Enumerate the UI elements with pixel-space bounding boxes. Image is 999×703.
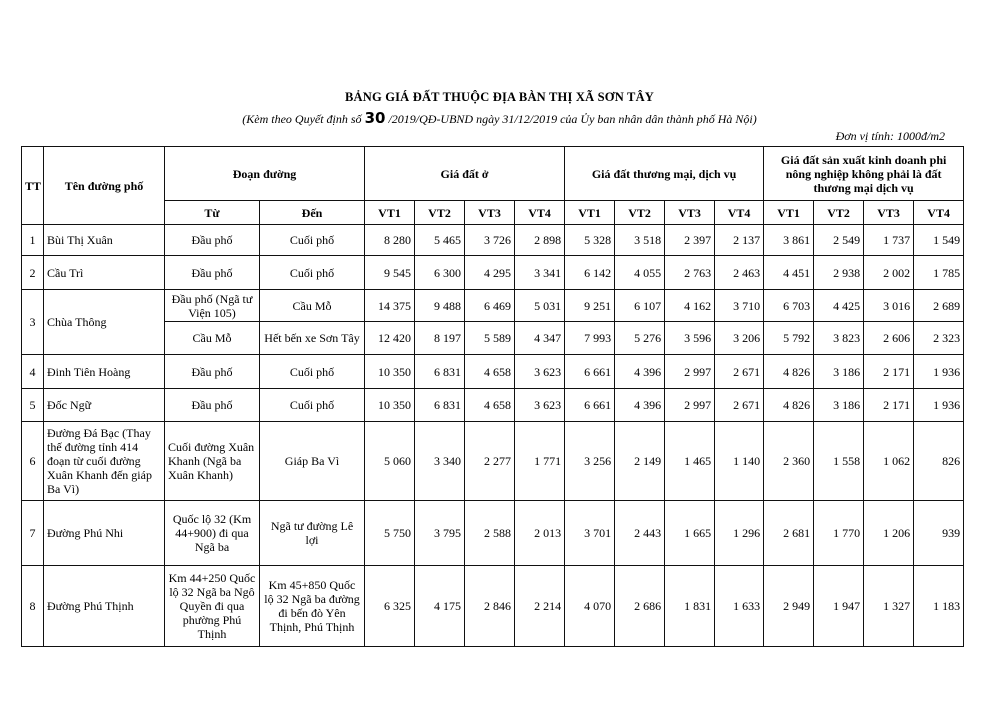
- cell-price: 14 375: [365, 290, 415, 322]
- cell-price: 2 013: [515, 501, 565, 566]
- cell-tt: 6: [22, 422, 44, 501]
- cell-street: Bùi Thị Xuân: [44, 225, 165, 256]
- cell-from: Km 44+250 Quốc lộ 32 Ngã ba Ngô Quyền đi qua phường Phú Thịnh: [165, 566, 260, 647]
- cell-price: 6 325: [365, 566, 415, 647]
- cell-price: 3 726: [465, 225, 515, 256]
- cell-price: 939: [914, 501, 964, 566]
- header-vt2: VT2: [814, 201, 864, 225]
- cell-price: 6 661: [565, 355, 615, 389]
- cell-price: 2 689: [914, 290, 964, 322]
- cell-price: 3 596: [665, 322, 715, 355]
- cell-price: 1 785: [914, 256, 964, 290]
- cell-price: 3 823: [814, 322, 864, 355]
- cell-price: 3 206: [715, 322, 764, 355]
- header-to: Đến: [260, 201, 365, 225]
- cell-from: Đầu phố: [165, 225, 260, 256]
- cell-tt: 1: [22, 225, 44, 256]
- header-from: Từ: [165, 201, 260, 225]
- cell-price: 1 737: [864, 225, 914, 256]
- cell-to: Cuối phố: [260, 389, 365, 422]
- cell-to: Giáp Ba Vì: [260, 422, 365, 501]
- cell-price: 2 898: [515, 225, 565, 256]
- cell-from: Đầu phố (Ngã tư Viện 105): [165, 290, 260, 322]
- cell-price: 3 623: [515, 389, 565, 422]
- cell-from: Quốc lộ 32 (Km 44+900) đi qua Ngã ba: [165, 501, 260, 566]
- cell-price: 4 826: [764, 355, 814, 389]
- land-price-table: [21, 146, 964, 647]
- cell-price: 6 831: [415, 355, 465, 389]
- cell-price: 4 070: [565, 566, 615, 647]
- header-street: Tên đường phố: [44, 147, 165, 225]
- cell-street: Đinh Tiên Hoàng: [44, 355, 165, 389]
- cell-to: Ngã tư đường Lê lợi: [260, 501, 365, 566]
- cell-price: 7 993: [565, 322, 615, 355]
- table-row: [22, 566, 964, 647]
- cell-price: 2 671: [715, 355, 764, 389]
- cell-street: Cầu Trì: [44, 256, 165, 290]
- cell-price: 3 518: [615, 225, 665, 256]
- cell-price: 5 589: [465, 322, 515, 355]
- cell-price: 1 296: [715, 501, 764, 566]
- cell-price: 4 658: [465, 389, 515, 422]
- document-subtitle: [0, 109, 999, 127]
- cell-price: 4 396: [615, 389, 665, 422]
- cell-price: 2 997: [665, 355, 715, 389]
- cell-price: 5 328: [565, 225, 615, 256]
- header-vt4: VT4: [715, 201, 764, 225]
- cell-from: Cầu Mỗ: [165, 322, 260, 355]
- cell-price: 4 425: [814, 290, 864, 322]
- cell-tt: 7: [22, 501, 44, 566]
- header-vt1: VT1: [365, 201, 415, 225]
- cell-price: 2 277: [465, 422, 515, 501]
- cell-price: 3 186: [814, 389, 864, 422]
- cell-price: 1 549: [914, 225, 964, 256]
- cell-price: 2 949: [764, 566, 814, 647]
- cell-price: 2 149: [615, 422, 665, 501]
- cell-price: 3 710: [715, 290, 764, 322]
- cell-price: 4 826: [764, 389, 814, 422]
- cell-price: 3 861: [764, 225, 814, 256]
- cell-price: 4 451: [764, 256, 814, 290]
- table-row: [22, 225, 964, 256]
- header-row-groups: [22, 147, 964, 201]
- cell-price: 9 488: [415, 290, 465, 322]
- cell-price: 12 420: [365, 322, 415, 355]
- cell-price: 1 183: [914, 566, 964, 647]
- cell-price: 2 463: [715, 256, 764, 290]
- table-row: [22, 256, 964, 290]
- header-vt4: VT4: [914, 201, 964, 225]
- header-vt3: VT3: [465, 201, 515, 225]
- subtitle-suffix: /2019/QĐ-UBND ngày 31/12/2019 của Ủy ban nhân dân thành phố Hà Nội): [385, 112, 757, 126]
- cell-price: 5 792: [764, 322, 814, 355]
- cell-from: Đầu phố: [165, 355, 260, 389]
- header-vt1: VT1: [565, 201, 615, 225]
- cell-price: 826: [914, 422, 964, 501]
- cell-price: 1 633: [715, 566, 764, 647]
- cell-price: 4 055: [615, 256, 665, 290]
- cell-tt: 2: [22, 256, 44, 290]
- cell-price: 2 938: [814, 256, 864, 290]
- cell-from: Đầu phố: [165, 256, 260, 290]
- table-row: [22, 422, 964, 501]
- cell-price: 4 175: [415, 566, 465, 647]
- cell-to: Hết bến xe Sơn Tây: [260, 322, 365, 355]
- cell-price: 4 347: [515, 322, 565, 355]
- cell-price: 2 360: [764, 422, 814, 501]
- header-tt: TT: [22, 147, 44, 225]
- cell-price: 1 936: [914, 389, 964, 422]
- cell-tt: 8: [22, 566, 44, 647]
- cell-price: 2 171: [864, 389, 914, 422]
- cell-price: 3 701: [565, 501, 615, 566]
- cell-price: 6 142: [565, 256, 615, 290]
- subtitle-prefix: (Kèm theo Quyết định số: [242, 112, 365, 126]
- cell-price: 2 588: [465, 501, 515, 566]
- cell-price: 2 171: [864, 355, 914, 389]
- cell-price: 6 469: [465, 290, 515, 322]
- cell-price: 2 681: [764, 501, 814, 566]
- cell-price: 1 831: [665, 566, 715, 647]
- cell-price: 2 323: [914, 322, 964, 355]
- cell-price: 2 002: [864, 256, 914, 290]
- cell-price: 1 140: [715, 422, 764, 501]
- cell-price: 6 703: [764, 290, 814, 322]
- cell-street: Đường Đá Bạc (Thay thế đường tỉnh 414 đoạn từ cuối đường Xuân Khanh đến giáp Ba Vì): [44, 422, 165, 501]
- cell-price: 2 997: [665, 389, 715, 422]
- cell-price: 2 137: [715, 225, 764, 256]
- cell-tt: 5: [22, 389, 44, 422]
- header-vt2: VT2: [415, 201, 465, 225]
- cell-from: Đầu phố: [165, 389, 260, 422]
- header-vt4: VT4: [515, 201, 565, 225]
- cell-street: Chùa Thông: [44, 290, 165, 355]
- cell-price: 8 197: [415, 322, 465, 355]
- cell-price: 3 016: [864, 290, 914, 322]
- cell-price: 2 549: [814, 225, 864, 256]
- cell-price: 1 665: [665, 501, 715, 566]
- cell-price: 5 060: [365, 422, 415, 501]
- cell-price: 2 443: [615, 501, 665, 566]
- cell-price: 4 658: [465, 355, 515, 389]
- table-row: [22, 355, 964, 389]
- header-group-residential: Giá đất ở: [365, 147, 565, 201]
- cell-price: 1 558: [814, 422, 864, 501]
- cell-price: 5 031: [515, 290, 565, 322]
- cell-price: 1 206: [864, 501, 914, 566]
- decision-number: 30: [364, 109, 386, 127]
- cell-price: 2 763: [665, 256, 715, 290]
- cell-price: 10 350: [365, 389, 415, 422]
- cell-price: 1 770: [814, 501, 864, 566]
- cell-price: 1 062: [864, 422, 914, 501]
- table-row: [22, 389, 964, 422]
- cell-price: 10 350: [365, 355, 415, 389]
- cell-price: 1 327: [864, 566, 914, 647]
- cell-to: Km 45+850 Quốc lộ 32 Ngã ba đường đi bến đò Yên Thịnh, Phú Thịnh: [260, 566, 365, 647]
- header-vt3: VT3: [665, 201, 715, 225]
- cell-price: 2 214: [515, 566, 565, 647]
- cell-price: 6 300: [415, 256, 465, 290]
- cell-price: 9 251: [565, 290, 615, 322]
- cell-price: 8 280: [365, 225, 415, 256]
- cell-price: 2 606: [864, 322, 914, 355]
- cell-price: 2 686: [615, 566, 665, 647]
- cell-from: Cuối đường Xuân Khanh (Ngã ba Xuân Khanh): [165, 422, 260, 501]
- cell-street: Đường Phú Thịnh: [44, 566, 165, 647]
- cell-price: 3 186: [814, 355, 864, 389]
- cell-to: Cuối phố: [260, 225, 365, 256]
- cell-price: 6 831: [415, 389, 465, 422]
- cell-price: 1 465: [665, 422, 715, 501]
- cell-price: 5 750: [365, 501, 415, 566]
- cell-to: Cầu Mỗ: [260, 290, 365, 322]
- cell-price: 3 795: [415, 501, 465, 566]
- header-vt2: VT2: [615, 201, 665, 225]
- cell-price: 1 771: [515, 422, 565, 501]
- cell-price: 9 545: [365, 256, 415, 290]
- cell-price: 3 256: [565, 422, 615, 501]
- cell-price: 3 340: [415, 422, 465, 501]
- table-row: [22, 290, 964, 322]
- cell-to: Cuối phố: [260, 355, 365, 389]
- header-group-production: Giá đất sản xuất kinh doanh phi nông nghiệp không phải là đất thương mại dịch vụ: [764, 147, 964, 201]
- cell-price: 6 661: [565, 389, 615, 422]
- cell-price: 1 947: [814, 566, 864, 647]
- cell-price: 2 671: [715, 389, 764, 422]
- cell-price: 2 397: [665, 225, 715, 256]
- header-vt3: VT3: [864, 201, 914, 225]
- document-title: BẢNG GIÁ ĐẤT THUỘC ĐỊA BÀN THỊ XÃ SƠN TÂY: [344, 90, 655, 104]
- table-row: [22, 501, 964, 566]
- cell-price: 1 936: [914, 355, 964, 389]
- cell-price: 4 162: [665, 290, 715, 322]
- cell-price: 2 846: [465, 566, 515, 647]
- cell-tt: 4: [22, 355, 44, 389]
- header-vt1: VT1: [764, 201, 814, 225]
- cell-to: Cuối phố: [260, 256, 365, 290]
- cell-street: Đốc Ngữ: [44, 389, 165, 422]
- cell-price: 3 623: [515, 355, 565, 389]
- cell-price: 6 107: [615, 290, 665, 322]
- header-group-commercial: Giá đất thương mại, dịch vụ: [565, 147, 764, 201]
- cell-tt: 3: [22, 290, 44, 355]
- unit-note: Đơn vị tính: 1000đ/m2: [835, 129, 945, 143]
- cell-price: 4 295: [465, 256, 515, 290]
- cell-price: 4 396: [615, 355, 665, 389]
- header-section: Đoạn đường: [165, 147, 365, 201]
- cell-price: 5 465: [415, 225, 465, 256]
- cell-price: 5 276: [615, 322, 665, 355]
- cell-price: 3 341: [515, 256, 565, 290]
- cell-street: Đường Phú Nhi: [44, 501, 165, 566]
